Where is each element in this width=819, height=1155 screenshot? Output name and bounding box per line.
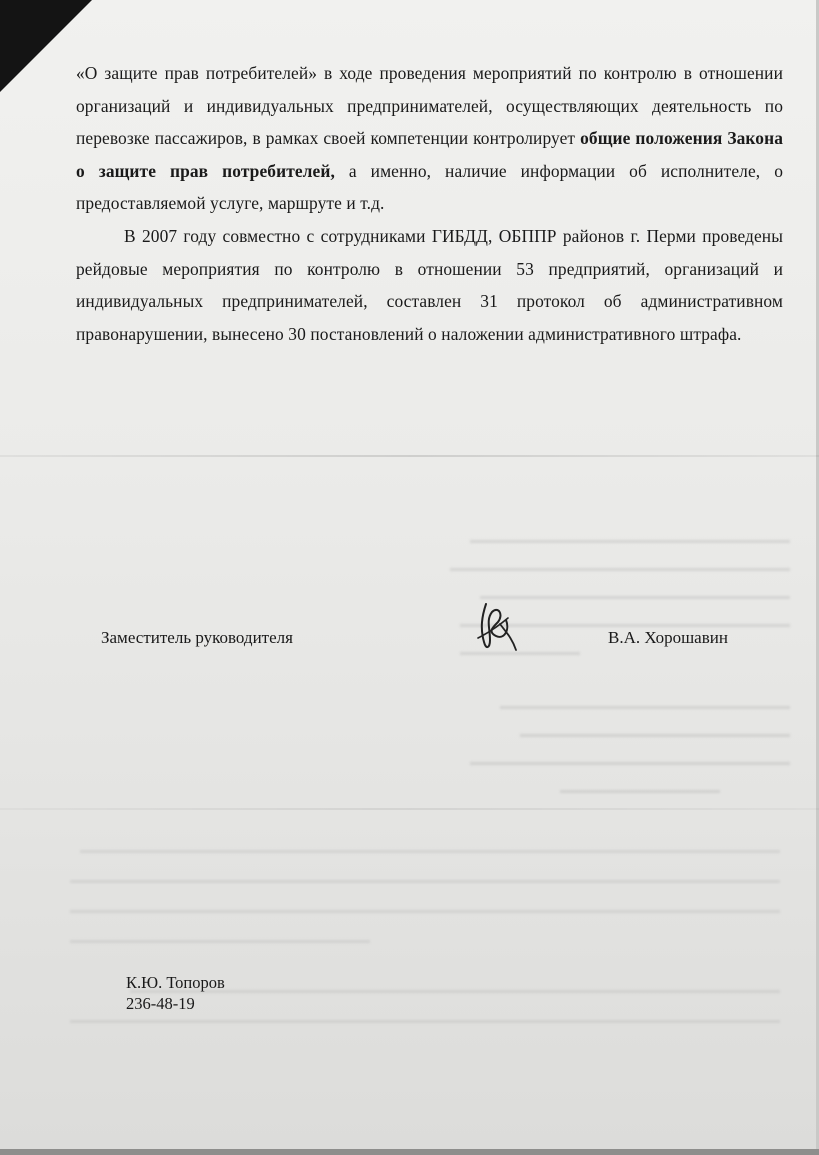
reverse-side-bleed-through <box>440 520 810 820</box>
executor-phone: 236-48-19 <box>126 994 195 1013</box>
scan-bottom-edge <box>0 1149 819 1155</box>
paper-fold-line <box>0 455 819 457</box>
paragraph-1-text-end: а именно, наличие информации об исполнителе, о предоставляемой услуге, маршруте и т.д. <box>76 160 783 214</box>
executor-block <box>126 972 225 1014</box>
signatory-name: В.А. Хорошавин <box>608 628 728 647</box>
paragraph-1 <box>76 57 783 220</box>
document-body <box>76 57 783 350</box>
paragraph-1-bold-text: общие положения Закона о защите прав потребителей, <box>76 128 784 181</box>
reverse-side-bleed-through <box>70 830 790 1050</box>
paragraph-2: В 2007 году совместно с сотрудниками ГИБДД, ОБППР районов г. Перми проведены рейдовые мероприятия по контролю в отношении 53 предприятий, организаций и индивидуальных предпринимателей, составлен 31 протокол об административном правонарушении, вынесено 30 постановлений о наложении административного штрафа. <box>76 225 783 344</box>
paragraph-1-text: «О защите прав потребителей» в ходе проведения мероприятий по контролю в отношении организаций и индивидуальных предпринимателей, осуществляющих деятельность по перевозке пассажиров, в рамках своей компетенции контролирует <box>76 63 783 149</box>
executor-name: К.Ю. Топоров <box>126 973 225 992</box>
signatory-title: Заместитель руководителя <box>101 628 293 647</box>
handwritten-signature <box>472 598 520 656</box>
